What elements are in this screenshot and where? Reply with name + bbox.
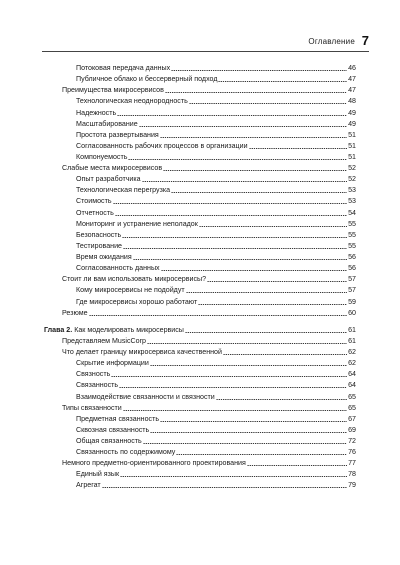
- toc-entry-page: 52: [348, 164, 356, 173]
- toc-entry[interactable]: [76, 240, 356, 251]
- dot-leader: [123, 248, 347, 249]
- toc-entry-text: Масштабирование: [76, 119, 138, 128]
- toc-entry-label: [76, 437, 142, 446]
- toc-entry-page: 51: [348, 130, 356, 139]
- toc-entry-label: [76, 242, 122, 251]
- toc-entry-text: Сквозная связанность: [76, 425, 150, 434]
- toc-entry-page: 56: [348, 264, 356, 273]
- toc-entry-text: Где микросервисы хорошо работают: [76, 297, 198, 306]
- dot-leader: [128, 159, 347, 160]
- toc-entry[interactable]: [76, 262, 356, 273]
- toc-entry-text: Связанность: [76, 381, 119, 390]
- toc-entry-page: 61: [348, 325, 356, 334]
- toc-entry-label: [76, 253, 132, 262]
- dot-leader: [122, 237, 347, 238]
- toc-entry-page: 72: [348, 437, 356, 445]
- dot-leader: [199, 226, 347, 227]
- toc-entry-page: 64: [348, 381, 356, 390]
- dot-leader: [186, 292, 347, 293]
- toc-entry[interactable]: [76, 118, 356, 129]
- dot-leader: [139, 126, 347, 127]
- dot-leader: [161, 270, 348, 271]
- toc-entry-label: [62, 337, 146, 346]
- toc-entry-page: 56: [348, 253, 356, 261]
- toc-entry-label: [76, 97, 188, 106]
- toc-entry[interactable]: [76, 391, 356, 402]
- toc-entry[interactable]: [76, 446, 356, 457]
- toc-entry-text: Простота развертывания: [76, 130, 159, 139]
- dot-leader: [119, 387, 347, 388]
- toc-entry-text: Время ожидания: [76, 253, 132, 261]
- toc-entry-page: 54: [348, 208, 356, 217]
- toc-entry-label: [44, 326, 184, 335]
- dot-leader: [176, 454, 347, 455]
- running-header-title: Оглавление: [308, 37, 355, 46]
- toc-entry-label: [76, 131, 159, 140]
- toc-entry-text: Тестирование: [76, 241, 122, 250]
- dot-leader: [123, 410, 347, 411]
- toc-entry-page: 49: [348, 119, 356, 128]
- dot-leader: [113, 203, 348, 204]
- toc-entry-label: [62, 348, 222, 357]
- toc-entry[interactable]: [44, 324, 356, 335]
- toc-entry-page: 46: [348, 64, 356, 72]
- toc-entry-text: Согласованность рабочих процессов в организации: [76, 141, 248, 150]
- toc-entry-page: 52: [348, 175, 356, 184]
- toc-entry-text: Надежность: [76, 108, 117, 117]
- toc-entry-page: 69: [348, 425, 356, 434]
- toc-entry-page: 78: [348, 470, 356, 479]
- dot-leader: [216, 399, 347, 400]
- header-rule: [42, 51, 369, 52]
- toc-entry-label: [76, 448, 175, 457]
- toc-entry-text: Агрегат: [76, 481, 101, 490]
- toc-entry-text: Слабые места микросервисов: [62, 164, 163, 173]
- toc-entry[interactable]: [76, 379, 356, 390]
- dot-leader: [142, 181, 348, 182]
- toc-entry[interactable]: [76, 229, 356, 240]
- running-header: [0, 34, 400, 50]
- toc-entry-text: Связность: [76, 370, 111, 379]
- toc-entry-label: [62, 404, 122, 413]
- dot-leader: [150, 432, 347, 433]
- toc-entry-label: [76, 426, 149, 435]
- toc-entry-label: [76, 370, 110, 379]
- toc-entry-label: [76, 481, 101, 490]
- dot-leader: [160, 137, 347, 138]
- toc-entry-text: Предметная связанность: [76, 414, 160, 423]
- toc-entry-label: [76, 231, 121, 240]
- toc-entry-label: [76, 142, 248, 151]
- toc-entry-page: 55: [348, 219, 356, 228]
- toc-entry[interactable]: [62, 402, 356, 413]
- toc-entry-text: Скрытие информации: [76, 359, 149, 368]
- toc-entry[interactable]: [62, 84, 356, 95]
- toc-entry-label: [62, 309, 88, 318]
- toc-entry[interactable]: [76, 207, 356, 218]
- toc-entry[interactable]: [76, 468, 356, 479]
- toc-entry-text: Преимущества микросервисов: [62, 86, 164, 95]
- toc-entry-page: 53: [348, 197, 356, 206]
- toc-entry-text: Что делает границу микросервиса качественной: [62, 348, 222, 356]
- toc-entry[interactable]: [76, 140, 356, 151]
- toc-entry-page: 49: [348, 108, 356, 117]
- toc-entry-text: Единый язык: [76, 470, 120, 479]
- toc-entry-text: Типы связанности: [62, 403, 122, 412]
- toc-entry-label: [76, 109, 116, 118]
- toc-entry[interactable]: [62, 457, 356, 468]
- toc-entry-text: Безопасность: [76, 230, 122, 239]
- dot-leader: [147, 343, 347, 344]
- toc-entry[interactable]: [62, 273, 356, 284]
- toc-entry-label: [76, 120, 138, 129]
- toc-entry-text: Отчетность: [76, 208, 114, 217]
- toc-entry[interactable]: [76, 195, 356, 206]
- toc-entry-text: Связанность по содержимому: [76, 448, 176, 457]
- toc-entry-page: 55: [348, 230, 356, 239]
- toc-entry-label: [62, 275, 206, 284]
- toc-entry-page: 47: [348, 86, 356, 95]
- toc-entry-page: 62: [348, 359, 356, 368]
- toc-entry-label: [76, 359, 149, 368]
- toc-entry-label: [62, 459, 246, 468]
- toc-entry[interactable]: [76, 284, 356, 295]
- toc-entry-page: 64: [348, 370, 356, 379]
- toc-entry-label: [76, 153, 127, 162]
- toc-entry-label: [76, 298, 197, 307]
- dot-leader: [165, 92, 347, 93]
- toc-entry[interactable]: [76, 73, 356, 84]
- dot-leader: [171, 70, 347, 71]
- toc-entry-page: 57: [348, 286, 356, 295]
- toc-entry-page: 53: [348, 186, 356, 195]
- toc-entry-label: [76, 286, 185, 295]
- dot-leader: [111, 376, 347, 377]
- dot-leader: [150, 365, 347, 366]
- toc-entry-text: Согласованность данных: [76, 264, 160, 273]
- toc-entry-text: Общая связанность: [76, 437, 142, 445]
- chapter-prefix: Глава 2.: [44, 325, 73, 334]
- toc-entry-page: 48: [348, 97, 356, 106]
- toc-entry-label: [76, 209, 114, 218]
- dot-leader: [249, 148, 348, 149]
- toc-entry[interactable]: [76, 357, 356, 368]
- toc-entry[interactable]: [76, 151, 356, 162]
- toc-entry-label: [76, 381, 118, 390]
- toc-entry-text: Как моделировать микросервисы: [74, 325, 184, 334]
- toc-entry-page: 59: [348, 297, 356, 306]
- toc-entry[interactable]: [62, 307, 356, 318]
- dot-leader: [143, 443, 347, 444]
- toc-entry-text: Немного предметно-ориентированного проектирования: [62, 459, 246, 468]
- toc-entry-label: [76, 393, 215, 402]
- dot-leader: [189, 103, 347, 104]
- toc-entry-text: Компонуемость: [76, 153, 128, 161]
- toc-entry-label: [62, 164, 162, 173]
- toc-entry-text: Представляем MusicCorp: [62, 336, 146, 345]
- toc-entry-label: [76, 186, 170, 195]
- toc-entry-text: Стоимость: [76, 197, 112, 206]
- toc-entry[interactable]: [76, 173, 356, 184]
- dot-leader: [89, 315, 348, 316]
- toc-entry-label: [76, 197, 112, 206]
- toc-entry-label: [62, 86, 164, 95]
- toc-entry-text: Взаимодействие связанности и связности: [76, 392, 215, 401]
- dot-leader: [185, 332, 347, 333]
- toc-entry-page: 65: [348, 392, 356, 401]
- toc-entry-page: 55: [348, 241, 356, 250]
- dot-leader: [120, 476, 347, 477]
- page-number: 7: [361, 33, 369, 48]
- dot-leader: [171, 192, 347, 193]
- toc-entry[interactable]: [76, 368, 356, 379]
- dot-leader: [102, 487, 347, 488]
- toc-entry-page: 47: [348, 75, 356, 84]
- toc-entry[interactable]: [76, 95, 356, 106]
- dot-leader: [160, 421, 347, 422]
- toc-entry-label: [76, 64, 170, 73]
- toc-entry-text: Технологическая перегрузка: [76, 186, 171, 195]
- toc-entry[interactable]: [62, 346, 356, 357]
- toc-entry-label: [76, 75, 217, 84]
- toc-entry[interactable]: [76, 218, 356, 229]
- dot-leader: [163, 170, 347, 171]
- toc-entry-text: Публичное облако и бессерверный подход: [76, 75, 218, 84]
- toc-entry[interactable]: [76, 251, 356, 262]
- dot-leader: [117, 115, 347, 116]
- toc-entry[interactable]: [76, 435, 356, 446]
- toc-entry[interactable]: [76, 62, 356, 73]
- toc-entry-page: 76: [348, 448, 356, 457]
- dot-leader: [247, 465, 347, 466]
- toc-entry[interactable]: [76, 413, 356, 424]
- toc-entry-text: Резюме: [62, 308, 88, 317]
- toc-entry[interactable]: [76, 479, 356, 490]
- toc-entry-text: Стоит ли вам использовать микросервисы?: [62, 275, 207, 284]
- toc-entry-page: 51: [348, 153, 356, 161]
- toc-entry[interactable]: [62, 335, 356, 346]
- toc-entry-page: 57: [348, 275, 356, 284]
- toc-entry-text: Кому микросервисы не подойдут: [76, 286, 185, 295]
- toc-entry-text: Мониторинг и устранение неполадок: [76, 219, 198, 228]
- dot-leader: [115, 215, 347, 216]
- toc-entry-text: Опыт разработчика: [76, 175, 141, 184]
- toc-entry-page: 62: [348, 348, 356, 356]
- toc-entry-text: Технологическая неоднородность: [76, 97, 188, 106]
- toc-entry[interactable]: [76, 129, 356, 140]
- toc-entry-page: 65: [348, 403, 356, 412]
- dot-leader: [198, 304, 347, 305]
- toc-entry[interactable]: [76, 424, 356, 435]
- toc-entry-text: Потоковая передача данных: [76, 64, 171, 72]
- toc-entry-page: 61: [348, 336, 356, 345]
- toc-entry[interactable]: [62, 162, 356, 173]
- toc-entry[interactable]: [76, 296, 356, 307]
- dot-leader: [133, 259, 347, 260]
- toc-entry-label: [76, 415, 159, 424]
- toc-entry-page: 77: [348, 459, 356, 468]
- toc-entry[interactable]: [76, 184, 356, 195]
- toc-entry-label: [76, 220, 198, 229]
- toc-entry-label: [76, 175, 141, 184]
- toc-entry[interactable]: [76, 107, 356, 118]
- toc-entry-page: 60: [348, 308, 356, 317]
- toc-entry-page: 51: [348, 141, 356, 150]
- dot-leader: [207, 281, 347, 282]
- toc-entry-page: 67: [348, 414, 356, 423]
- toc-entry-label: [76, 470, 119, 479]
- dot-leader: [223, 354, 347, 355]
- toc-entry-page: 79: [348, 481, 356, 490]
- dot-leader: [218, 81, 347, 82]
- toc-entry-label: [76, 264, 160, 273]
